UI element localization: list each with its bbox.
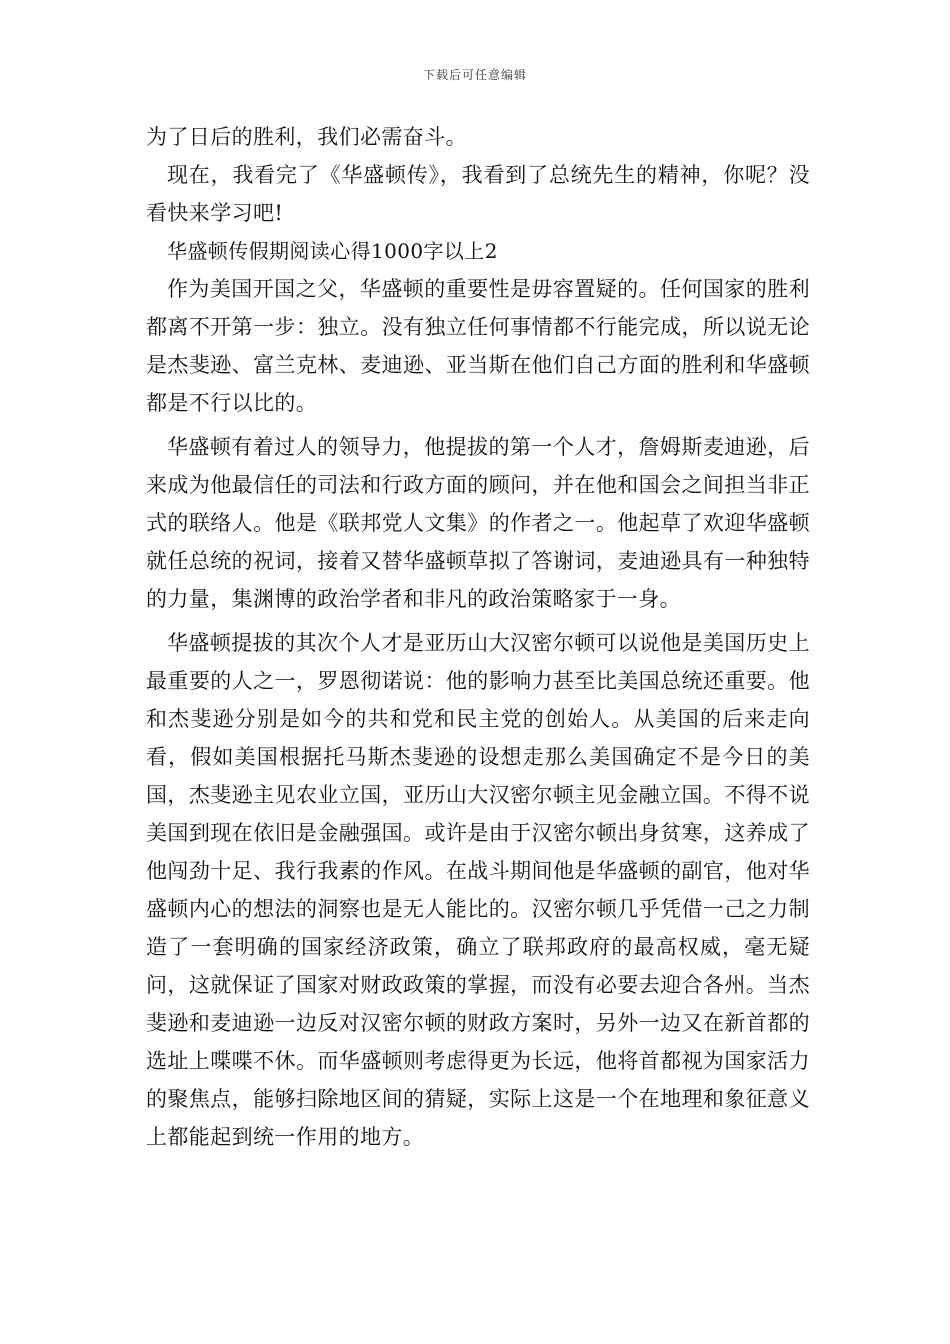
section-subtitle: 华盛顿传假期阅读心得1000字以上2 <box>167 239 498 263</box>
paragraph-5: 华盛顿提拔的其次个人才是亚历山大汉密尔顿可以说他是美国历史上最重要的人之一，罗恩彻诺说：他的影响力甚至比美国总统还重要。他和杰斐逊分别是如今的共和党和民主党的创始人。从美国的后来走向看，假如美国根据托马斯杰斐逊的设想走那么美国确定不是今日的美国，杰斐逊主见农业立国，亚历山大汉密尔顿主见金融立国。不得不说美国到现在依旧是金融强国。或许是由于汉密尔顿出身贫寒，这养成了他闯劲十足、我行我素的作风。在战斗期间他是华盛顿的副官，他对华盛顿内心的想法的洞察也是无人能比的。汉密尔顿几乎凭借一己之力制造了一套明确的国家经济政策，确立了联邦政府的最高权威，毫无疑问，这就保证了国家对财政政策的掌握，而没有必要去迎合各州。当杰斐逊和麦迪逊一边反对汉密尔顿的财政方案时，另外一边又在新首都的选址上喋喋不休。而华盛顿则考虑得更为长远，他将首都视为国家活力的聚焦点，能够扫除地区间的猜疑，实际上这是一个在地理和象征意义上都能起到统一作用的地方。 <box>146 631 810 1149</box>
page-header: 下载后可任意编辑 <box>422 68 527 82</box>
paragraph-2: 现在，我看完了《华盛顿传》，我看到了总统先生的精神，你呢？没看快来学习吧! <box>146 163 810 225</box>
document-body <box>146 118 810 1156</box>
paragraph-4: 华盛顿有着过人的领导力，他提拔的第一个人才，詹姆斯麦迪逊，后来成为他最信任的司法和行政方面的顾问，并在他和国会之间担当非正式的联络人。他是《联邦党人文集》的作者之一。他起草了欢迎华盛顿就任总统的祝词，接着又替华盛顿草拟了答谢词，麦迪逊具有一种独特的力量，集渊博的政治学者和非凡的政治策略家于一身。 <box>146 435 810 611</box>
paragraph-3: 作为美国开国之父，华盛顿的重要性是毋容置疑的。任何国家的胜利都离不开第一步：独立。没有独立任何事情都不行能完成，所以说无论是杰斐逊、富兰克林、麦迪逊、亚当斯在他们自己方面的胜利和华盛顿都是不行以比的。 <box>146 277 810 415</box>
paragraph-1: 为了日后的胜利，我们必需奋斗。 <box>146 125 467 149</box>
